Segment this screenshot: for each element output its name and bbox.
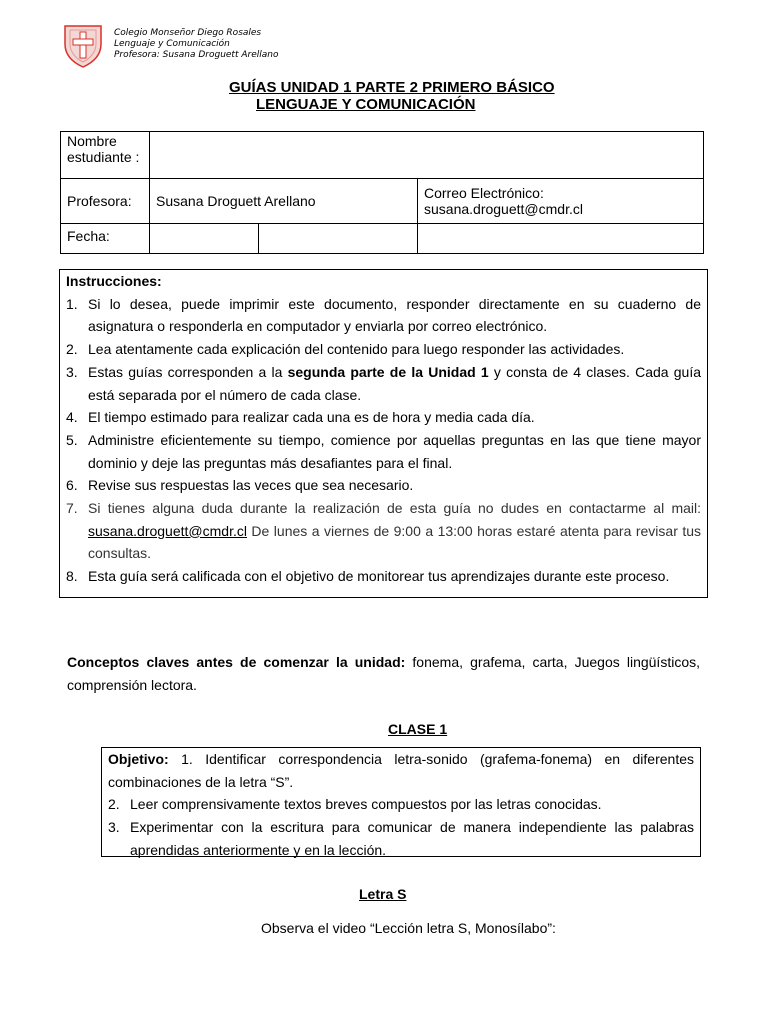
- class-title: CLASE 1: [388, 721, 448, 737]
- student-name-field[interactable]: [150, 132, 704, 179]
- date-year-field[interactable]: [418, 224, 704, 254]
- instruction-item: 7. Si tienes alguna duda durante la realización de esta guía no dudes en contactarme al mail: susana.droguett@cmdr.cl De lunes a viernes de 9:00 a 13:00 horas estaré atenta para revisar tus consultas.: [66, 500, 701, 562]
- document-subtitle: LENGUAJE Y COMUNICACIÓN: [256, 96, 476, 113]
- instruction-item: 2. Lea atentamente cada explicación del contenido para luego responder las actividades.: [66, 341, 625, 358]
- school-crest-logo: [62, 22, 104, 68]
- instruction-item: 6. Revise sus respuestas las veces que sea necesario.: [66, 477, 414, 494]
- objective-item: 3. Experimentar con la escritura para comunicar de manera independiente las palabras aprendidas anteriormente y en la lección.: [108, 819, 694, 858]
- student-name-label: Nombre estudiante :: [61, 132, 150, 179]
- school-name: Colegio Monseñor Diego Rosales: [114, 28, 262, 38]
- letter-title: Letra S: [359, 886, 407, 902]
- document-title: GUÍAS UNIDAD 1 PARTE 2 PRIMERO BÁSICO: [229, 79, 555, 96]
- key-concepts-text: fonema, grafema, carta, Juegos lingüísticos, comprensión lectora.: [67, 654, 700, 693]
- teacher-name: Profesora: Susana Droguett Arellano: [114, 50, 279, 60]
- objectives-box: [101, 747, 701, 857]
- date-label: Fecha:: [61, 224, 150, 254]
- date-day-field[interactable]: [150, 224, 259, 254]
- student-info-table: [60, 131, 704, 254]
- teacher-label: Profesora:: [61, 179, 150, 224]
- objective-first: Objetivo: 1. Identificar correspondencia letra-sonido (grafema-fonema) en diferentes combinaciones de la letra “S”.: [108, 751, 694, 790]
- key-concepts-label: Conceptos claves antes de comenzar la unidad:: [67, 654, 406, 670]
- video-instruction: Observa el video “Lección letra S, Monosílabo”:: [261, 920, 556, 936]
- instructions-box: [59, 269, 708, 598]
- instructions-heading: Instrucciones:: [66, 273, 162, 289]
- instruction-item: 4. El tiempo estimado para realizar cada una es de hora y media cada día.: [66, 409, 535, 426]
- teacher-email: Correo Electrónico: susana.droguett@cmdr.cl: [418, 179, 704, 224]
- instruction-item: 1. Si lo desea, puede imprimir este documento, responder directamente en su cuaderno de asignatura o responderla en computador y enviarla por correo electrónico.: [66, 295, 701, 335]
- instruction-item: 5. Administre eficientemente su tiempo, comience por aquellas preguntas en las que tiene mayor dominio y deje las preguntas más desafiantes para el final.: [66, 431, 701, 471]
- key-concepts: [67, 651, 700, 697]
- objective-item: 2. Leer comprensivamente textos breves compuestos por las letras conocidas.: [108, 796, 602, 813]
- date-month-field[interactable]: [259, 224, 418, 254]
- teacher-email-link[interactable]: susana.droguett@cmdr.cl: [88, 522, 247, 539]
- school-header: [114, 28, 278, 61]
- instruction-item: 3. Estas guías corresponden a la segunda parte de la Unidad 1 y consta de 4 clases. Cada guía está separada por el número de cada clase.: [66, 363, 702, 403]
- teacher-value: Susana Droguett Arellano: [150, 179, 418, 224]
- subject-name: Lenguaje y Comunicación: [114, 39, 230, 49]
- instruction-item: 8. Esta guía será calificada con el objetivo de monitorear tus aprendizajes durante este proceso.: [66, 568, 670, 585]
